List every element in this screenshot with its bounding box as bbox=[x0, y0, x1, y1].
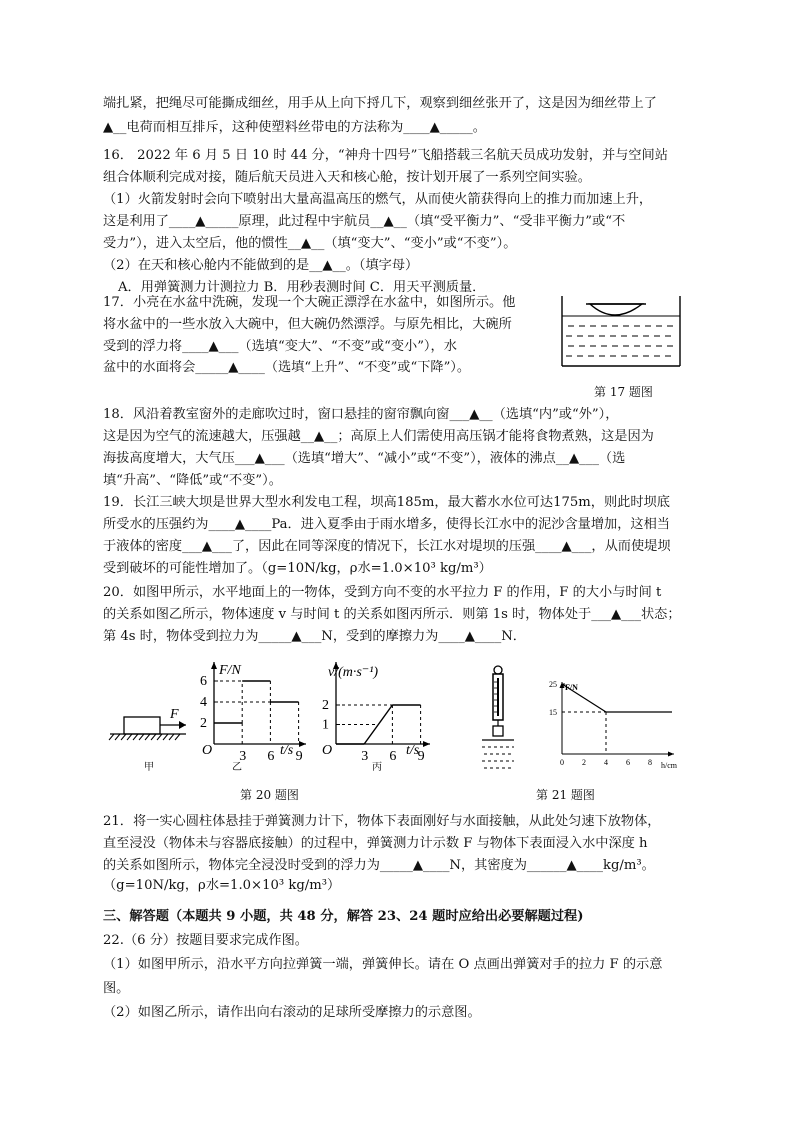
fig21-apparatus-diagram bbox=[478, 664, 534, 776]
text-line: 16． 2022 年 6 月 5 日 10 时 44 分，“神舟十四号”飞船搭载三名航天员成功发射，并与空间站 bbox=[103, 148, 668, 163]
text-line: 受力”），进入太空后，他的惯性__▲__（填“变大”、“变小”或“不变”）。 bbox=[103, 236, 517, 251]
x-tick-label: 2 bbox=[582, 758, 586, 767]
text-line: 盆中的水面将会_____▲____（选填“上升”、“不变”或“下降”）。 bbox=[103, 360, 471, 375]
bing-label: 丙 bbox=[372, 762, 382, 773]
yi-ylabel: F/N bbox=[219, 663, 241, 678]
text-line: 18．风沿着教室窗外的走廊吹过时，窗口悬挂的窗帘飘向窗___▲__（选填“内”或“外”）， bbox=[103, 407, 619, 422]
text-line: 这是利用了____▲_____原理，此过程中宇航员__▲__（填“受平衡力”、“受非平衡力”或“不 bbox=[103, 214, 626, 229]
text-line: 海拔高度增大，大气压___▲___（选填“增大”、“减小”或“不变”），液体的沸点__▲___（选 bbox=[103, 451, 626, 466]
fh-xlabel: h/cm bbox=[661, 761, 677, 770]
bing-origin: O bbox=[322, 743, 333, 758]
text-line: 第 4s 时，物体受到拉力为_____▲___N，受到的摩擦力为____▲____N． bbox=[103, 629, 526, 644]
y-tick-label: 25 bbox=[549, 680, 557, 689]
yi-xlabel: t/s bbox=[280, 743, 294, 758]
text-line: （1）火箭发射时会向下喷射出大量高温高压的燃气，从而使火箭获得向上的推力而加速上升， bbox=[103, 192, 653, 207]
fig20-jia-diagram bbox=[108, 700, 196, 775]
y-tick-label: 4 bbox=[200, 695, 207, 710]
y-tick-label: 15 bbox=[549, 708, 557, 717]
force-label: F bbox=[170, 707, 179, 722]
y-tick-label: 2 bbox=[322, 698, 329, 713]
text-line: 组合体顺利完成对接，随后航天员进入天和核心舱，按计划开展了一系列空间实验。 bbox=[103, 170, 591, 185]
fh-ylabel: F/N bbox=[565, 683, 578, 692]
text-line: （g=10N/kg，ρ水=1.0×10³ kg/m³） bbox=[103, 878, 341, 893]
x-tick-label: 6 bbox=[626, 758, 630, 767]
text-line: （1）如图甲所示，沿水平方向拉弹簧一端，弹簧伸长。请在 O 点画出弹簧对手的拉力 F 的示意 bbox=[103, 957, 663, 972]
x-tick-label: 3 bbox=[361, 749, 369, 764]
text-line: ▲__电荷而相互排斥，这种使塑料丝带电的方法称为____▲_____。 bbox=[103, 120, 486, 135]
yi-origin: O bbox=[202, 743, 213, 758]
text-line: 19．长江三峡大坝是世界大型水利发电工程，坝高185m，最大蓄水水位可达175m，则此时坝底 bbox=[103, 495, 670, 510]
x-tick-label: 0 bbox=[560, 758, 564, 767]
text-line: A．用弹簧测力计测拉力 B．用秒表测时间 C．用天平测质量． bbox=[118, 280, 486, 295]
x-tick-label: 9 bbox=[295, 749, 303, 764]
yi-label: 乙 bbox=[232, 762, 242, 773]
text-line: 将水盆中的一些水放入大碗中，但大碗仍然漂浮。与原先相比，大碗所 bbox=[103, 317, 512, 332]
fig20-bing-chart bbox=[316, 656, 440, 774]
text-line: 22.（6 分）按题目要求完成作图。 bbox=[103, 933, 308, 948]
text-line: 受到的浮力将____▲___（选填“变大”、“不变”或“变小”），水 bbox=[103, 339, 457, 354]
text-line: （2）在天和核心舱内不能做到的是__▲__。（填字母） bbox=[103, 258, 419, 273]
fig17-basin-diagram bbox=[556, 292, 686, 372]
text-line: 的关系如图乙所示，物体速度 v 与时间 t 的关系如图丙所示．则第 1s 时，物体处于___▲___状态； bbox=[103, 607, 681, 622]
y-tick-label: 2 bbox=[200, 716, 207, 731]
fig21-caption: 第 21 题图 bbox=[536, 788, 595, 802]
x-tick-label: 6 bbox=[267, 749, 275, 764]
bing-xlabel: t/s bbox=[406, 743, 420, 758]
x-tick-label: 9 bbox=[417, 749, 425, 764]
fig20-yi-chart bbox=[196, 656, 316, 774]
jia-label: 甲 bbox=[144, 762, 154, 773]
y-tick-label: 6 bbox=[200, 674, 207, 689]
fig17-caption: 第 17 题图 bbox=[594, 385, 653, 399]
text-line: 填“升高”、“降低”或“不变”）。 bbox=[103, 473, 282, 488]
text-line: 的关系如图所示，物体完全浸没时受到的浮力为_____▲____N，其密度为______▲____kg/m³。 bbox=[103, 858, 655, 873]
fig20-caption: 第 20 题图 bbox=[240, 788, 299, 802]
y-tick-label: 1 bbox=[322, 717, 329, 733]
text-line: 直至浸没（物体未与容器底接触）的过程中，弹簧测力计示数 F 与物体下表面浸入水中深度 h bbox=[103, 836, 648, 851]
text-line: 图。 bbox=[103, 981, 130, 996]
x-tick-label: 4 bbox=[604, 758, 608, 767]
section-heading: 三、解答题（本题共 9 小题，共 48 分，解答 23、24 题时应给出必要解题过程) bbox=[103, 909, 584, 924]
text-line: 于液体的密度___▲___了，因此在同等深度的情况下，长江水对堤坝的压强____▲___，从而使堤坝 bbox=[103, 539, 671, 554]
fig21-chart bbox=[548, 678, 688, 770]
x-tick-label: 8 bbox=[648, 758, 652, 767]
series-line bbox=[562, 684, 606, 712]
text-line: 20．如图甲所示，水平地面上的一物体，受到方向不变的水平拉力 F 的作用，F 的大小与时间 t bbox=[103, 585, 662, 600]
text-line: 端扎紧，把绳尽可能撕成细丝，用手从上向下捋几下，观察到细丝张开了，这是因为细丝带上了 bbox=[103, 96, 657, 111]
text-line: 这是因为空气的流速越大，压强越__▲__；高原上人们需使用高压锅才能将食物煮熟，这是因为 bbox=[103, 429, 654, 444]
text-line: 所受水的压强约为____▲____Pa．进入夏季由于雨水增多，使得长江水中的泥沙含量增加，这相当 bbox=[103, 517, 670, 532]
text-line: 21．将一实心圆柱体悬挂于弹簧测力计下，物体下表面刚好与水面接触，从此处匀速下放物体， bbox=[103, 814, 661, 829]
text-line: 受到破坏的可能性增加了。（g=10N/kg，ρ水=1.0×10³ kg/m³） bbox=[103, 561, 492, 576]
text-line: 17．小亮在水盆中洗碗，发现一个大碗正漂浮在水盆中，如图所示。他 bbox=[103, 295, 516, 310]
text-line: （2）如图乙所示，请作出向右滚动的足球所受摩擦力的示意图。 bbox=[103, 1005, 481, 1020]
bing-ylabel: v/(m·s⁻¹) bbox=[328, 665, 379, 680]
x-tick-label: 3 bbox=[239, 749, 247, 764]
x-tick-label: 6 bbox=[389, 749, 397, 764]
